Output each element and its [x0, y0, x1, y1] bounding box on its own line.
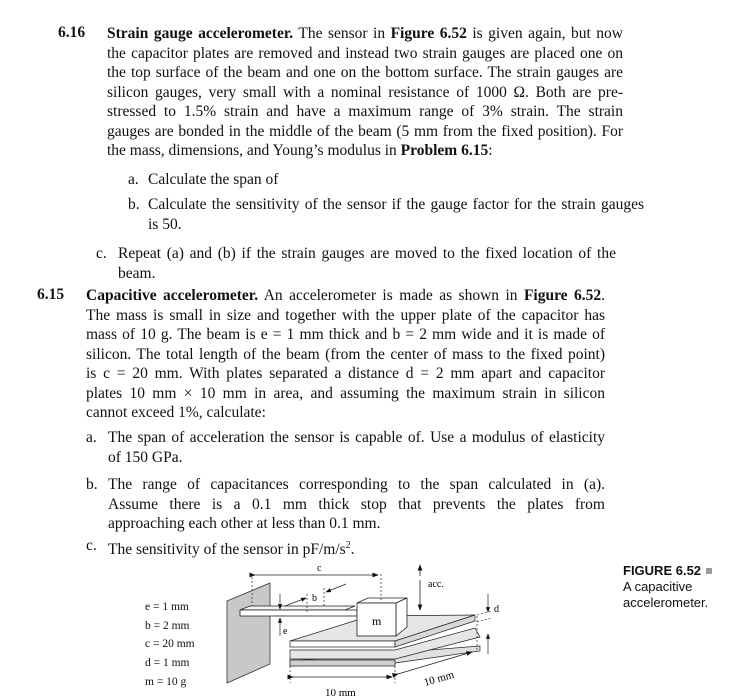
fixed-wall [227, 583, 270, 683]
figure-reference: Figure 6.52 [523, 287, 602, 304]
text-line: plates 10 mm × 10 mm in area, and assuming the maximum strain in silicon [86, 384, 605, 402]
text: : [488, 142, 493, 159]
e-label: e [283, 626, 288, 637]
text-line: silicon. The total length of the beam (from the center of mass to the fixed point) [86, 345, 605, 363]
item-label: b. [86, 476, 98, 493]
item-label: c. [96, 245, 107, 262]
caption-line: A capacitive [623, 579, 693, 594]
width-label: 10 mm [325, 687, 356, 699]
text-line: Assume there is a 0.1 mm thick stop that prevents the plates from [108, 495, 605, 513]
figure-reference: Figure 6.52 [390, 25, 467, 42]
text-line: Repeat (a) and (b) if the strain gauges are moved to the fixed location of the [118, 245, 616, 262]
legend-e: e = 1 mm [145, 601, 189, 613]
item-label: a. [128, 171, 139, 188]
text-line: Calculate the sensitivity of the sensor if the gauge factor for the strain gauges [148, 196, 644, 213]
text: An accelerometer is made as shown in [258, 287, 524, 304]
superscript: 2 [345, 540, 351, 551]
text-line: of 150 GPa. [108, 448, 183, 466]
text-line: silicon gauges, very small with a nominal resistance of 1000 Ω. Both are pre- [107, 83, 623, 101]
text-line: The span of acceleration the sensor is capable of. Use a modulus of elasticity [108, 429, 605, 446]
text: . [601, 287, 605, 304]
text-line: gauges are bonded in the middle of the beam (5 mm from the fixed position). For [107, 122, 623, 140]
legend-m: m = 10 g [145, 675, 187, 688]
problem-reference: Problem 6.15 [400, 142, 489, 159]
text-line: the capacitor plates are removed and instead two strain gauges are placed one on [107, 44, 623, 62]
c-label: c [317, 563, 322, 574]
text-line: beam. [118, 264, 156, 282]
item-label: a. [86, 429, 97, 446]
problem-title: Capacitive accelerometer. [86, 287, 259, 304]
item-text: Calculate the span of [148, 171, 279, 188]
text-line: The mass is small in size and together with the upper plate of the capacitor has [86, 306, 605, 324]
beam [240, 610, 357, 616]
mass-label: m [372, 614, 382, 628]
figure-caption [623, 563, 712, 611]
text-line: is c = 20 mm. With plates separated a distance d = 2 mm apart and capacitor [86, 365, 605, 382]
acc-label: acc. [428, 579, 444, 590]
item-label: c. [86, 537, 97, 554]
text-line: stressed to 1.5% strain and have a maximum range of 3% strain. The strain [107, 103, 623, 120]
text: The sensor in [293, 25, 391, 42]
legend-d: d = 1 mm [145, 657, 190, 670]
problem-title: Strain gauge accelerometer. [107, 25, 294, 42]
problem-number: 6.15 [37, 286, 65, 303]
item-label: b. [128, 196, 140, 213]
problem-number: 6.16 [58, 24, 86, 41]
depth-label: 10 mm [422, 668, 456, 689]
text-line: the top surface of the beam and one on the bottom surface. The strain gauges are [107, 64, 623, 81]
text: The sensitivity of the sensor in pF/m/s [108, 541, 346, 559]
text-line: approaching each other at less than 0.1 mm. [108, 515, 381, 532]
text-line: is 50. [148, 215, 182, 233]
legend-b: b = 2 mm [145, 619, 190, 632]
b-label: b [312, 593, 317, 604]
d-label: d [494, 604, 499, 615]
beam-top [240, 606, 355, 610]
caption-square-icon [706, 568, 712, 574]
legend-c: c = 20 mm [145, 638, 195, 651]
text: the mass, dimensions, and Young’s modulus in [107, 142, 401, 159]
figure-title: FIGURE 6.52 [623, 563, 702, 578]
caption-line: accelerometer. [623, 595, 709, 610]
text-line: The range of capacitances corresponding to the span calculated in (a). [108, 476, 605, 493]
text: . [350, 541, 355, 559]
text-line: mass of 10 g. The beam is e = 1 mm thick and b = 2 mm wide and it is made of [86, 326, 605, 343]
text: is given again, but now [466, 25, 624, 42]
text-line: cannot exceed 1%, calculate: [86, 404, 266, 421]
